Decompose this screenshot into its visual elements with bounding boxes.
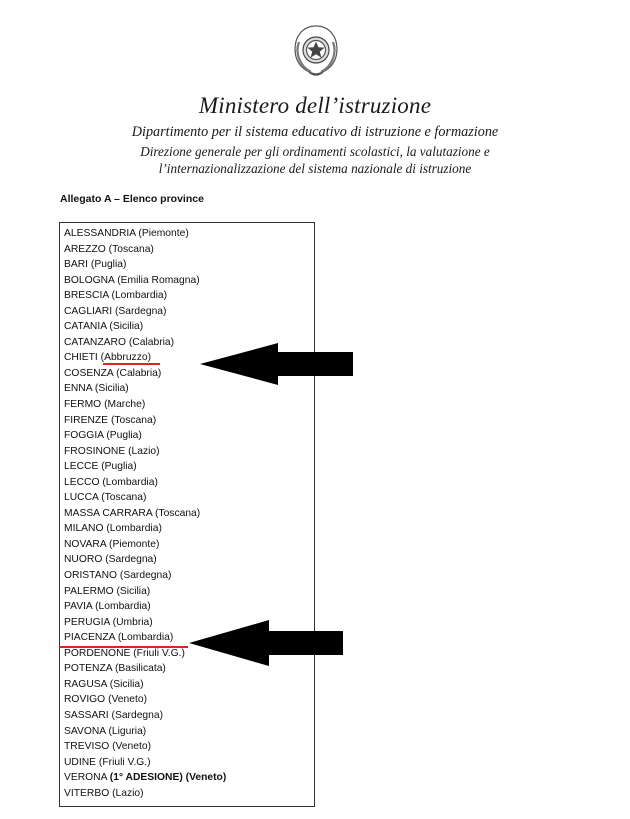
list-item <box>64 521 314 537</box>
province-name: SAVONA <box>64 725 106 737</box>
province-region: (Veneto) <box>185 772 227 784</box>
province-name: FERMO <box>64 399 102 411</box>
province-region: (Sicilia) <box>109 678 144 690</box>
province-list <box>60 223 314 801</box>
province-name: FIRENZE <box>64 414 109 426</box>
province-region: (Lombardia) <box>102 476 158 488</box>
province-region: (Sicilia) <box>109 321 144 333</box>
left-arrow-icon <box>200 343 355 385</box>
province-region: (Veneto) <box>112 741 152 753</box>
highlight-underline-piacenza <box>59 646 188 648</box>
province-region: (Emilia Romagna) <box>117 274 200 286</box>
province-region: (Sicilia) <box>116 585 151 597</box>
highlight-underline-chieti <box>103 363 160 365</box>
list-item <box>64 739 314 755</box>
list-item <box>64 786 314 802</box>
list-item <box>64 677 314 693</box>
list-item <box>64 304 314 320</box>
province-region: (Calabria) <box>128 336 175 348</box>
province-region: (Toscana) <box>108 243 154 255</box>
province-region: (Lazio) <box>128 445 160 457</box>
province-name: FROSINONE <box>64 445 126 457</box>
province-region: (Puglia) <box>106 430 142 442</box>
province-name: CAGLIARI <box>64 305 113 317</box>
province-region: (Friuli V.G.) <box>133 647 185 659</box>
province-list-box <box>59 222 315 807</box>
province-name: BARI <box>64 259 89 271</box>
list-item <box>64 708 314 724</box>
list-item <box>64 319 314 335</box>
province-name: AREZZO <box>64 243 106 255</box>
province-name: ROVIGO <box>64 694 106 706</box>
province-region: (Toscana) <box>155 507 201 519</box>
direction-line-1: Direzione generale per gli ordinamenti scolastici, la valutazione e <box>140 144 490 159</box>
province-name: PORDENONE <box>64 647 131 659</box>
province-name: POTENZA <box>64 663 113 675</box>
province-name: NOVARA <box>64 538 107 550</box>
province-name: ALESSANDRIA <box>64 228 136 239</box>
province-name: LECCE <box>64 461 99 473</box>
province-name: CATANIA <box>64 321 107 333</box>
province-name: CHIETI <box>64 352 98 364</box>
province-region: (Sicilia) <box>94 383 129 395</box>
list-item <box>64 724 314 740</box>
province-name: BOLOGNA <box>64 274 115 286</box>
province-name: MASSA CARRARA <box>64 507 153 519</box>
province-name: PERUGIA <box>64 616 110 628</box>
direction-line-2: l’internazionalizzazione del sistema nazionale di istruzione <box>158 161 472 176</box>
list-item <box>64 428 314 444</box>
province-name: VERONA <box>64 772 107 784</box>
list-item <box>64 770 314 786</box>
list-item <box>64 584 314 600</box>
list-item <box>64 755 314 771</box>
list-item <box>64 506 314 522</box>
province-region: (Lazio) <box>112 787 144 799</box>
ministry-title: Ministero dell’istruzione <box>198 93 432 118</box>
province-name: ORISTANO <box>64 570 118 582</box>
province-name: LECCO <box>64 476 100 488</box>
province-name: RAGUSA <box>64 678 107 690</box>
province-region: (Abbruzzo) <box>100 352 151 364</box>
list-item <box>64 599 314 615</box>
province-region: (Sardegna) <box>105 554 157 566</box>
province-region: (Basilicata) <box>114 663 166 675</box>
province-region: (Liguria) <box>108 725 147 737</box>
list-item <box>64 273 314 289</box>
province-region: (Lombardia) <box>95 601 151 613</box>
list-item <box>64 257 314 273</box>
list-item <box>64 490 314 506</box>
province-region: (Sardegna) <box>111 709 164 721</box>
list-item <box>64 475 314 491</box>
list-item <box>64 537 314 553</box>
province-region: (Lombardia) <box>106 523 162 535</box>
province-region: (Toscana) <box>110 414 157 426</box>
province-name: PIACENZA <box>64 632 115 644</box>
province-note: (1° ADESIONE) <box>109 772 183 784</box>
annex-title: Allegato A – Elenco province <box>60 193 204 205</box>
province-region: (Veneto) <box>108 694 148 706</box>
province-name: CATANZARO <box>64 336 126 348</box>
province-name: SASSARI <box>64 709 109 721</box>
province-region: (Lombardia) <box>117 632 174 644</box>
province-name: BRESCIA <box>64 290 109 302</box>
province-region: (Lombardia) <box>111 290 168 302</box>
province-name: FOGGIA <box>64 430 104 442</box>
list-item <box>64 242 314 258</box>
province-region: (Puglia) <box>90 259 127 271</box>
italian-republic-emblem-icon <box>289 22 343 80</box>
province-region: (Sardegna) <box>119 570 172 582</box>
province-region: (Sardegna) <box>114 305 167 317</box>
list-item <box>64 459 314 475</box>
province-name: NUORO <box>64 554 103 566</box>
left-arrow-icon <box>189 620 345 666</box>
province-name: UDINE <box>64 756 97 768</box>
list-item <box>64 226 314 242</box>
province-region: (Friuli V.G.) <box>98 756 151 768</box>
province-name: VITERBO <box>64 787 110 799</box>
province-name: TREVISO <box>64 741 110 753</box>
list-item <box>64 288 314 304</box>
list-item <box>64 692 314 708</box>
province-region: (Piemonte) <box>109 538 160 550</box>
province-region: (Toscana) <box>101 492 147 504</box>
province-name: MILANO <box>64 523 104 535</box>
province-name: ENNA <box>64 383 93 395</box>
list-item <box>64 397 314 413</box>
province-region: (Calabria) <box>116 367 162 379</box>
list-item <box>64 413 314 429</box>
list-item <box>64 568 314 584</box>
province-name: PALERMO <box>64 585 114 597</box>
province-name: PAVIA <box>64 601 93 613</box>
province-region: (Umbria) <box>112 616 153 628</box>
province-region: (Piemonte) <box>138 228 189 239</box>
province-region: (Puglia) <box>101 461 137 473</box>
list-item <box>64 444 314 460</box>
list-item <box>64 552 314 568</box>
province-name: COSENZA <box>64 367 114 379</box>
province-region: (Marche) <box>104 399 146 411</box>
province-name: LUCCA <box>64 492 99 504</box>
department-subtitle: Dipartimento per il sistema educativo di istruzione e formazione <box>131 124 499 140</box>
